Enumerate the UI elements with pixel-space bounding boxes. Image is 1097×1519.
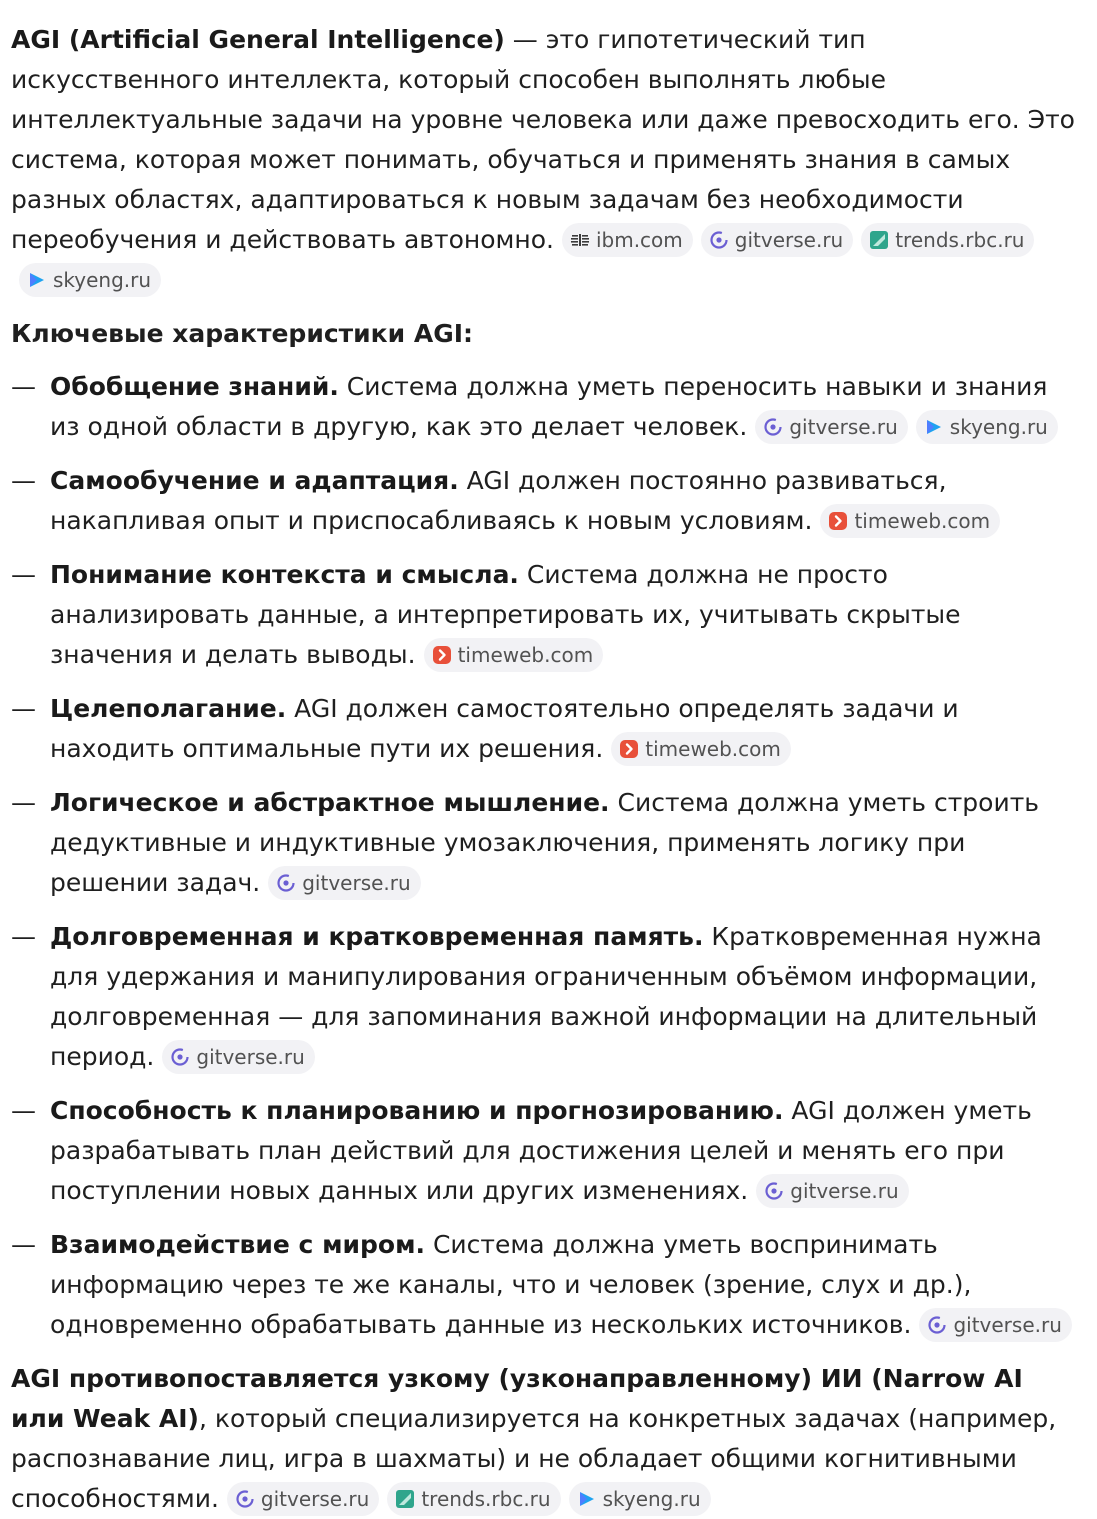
source-chip-gitverse-ru[interactable] xyxy=(701,223,853,257)
source-chip-gitverse-ru[interactable] xyxy=(268,866,420,900)
item-title: Самообучение и адаптация. xyxy=(50,466,459,495)
item-title: Взаимодействие с миром. xyxy=(50,1230,426,1259)
outro-sources xyxy=(219,1484,711,1513)
item-sources xyxy=(154,1042,314,1071)
item-title: Обобщение знаний. xyxy=(50,372,339,401)
outro-paragraph xyxy=(11,1359,1077,1519)
item-text: AGI должен уметь разрабатывать план действий для достижения целей и менять его при поступлении новых данных или других изменениях. xyxy=(50,1096,1032,1205)
list-dash: — xyxy=(11,466,36,495)
source-chip-label: gitverse.ru xyxy=(260,1487,370,1511)
source-chip-label: gitverse.ru xyxy=(734,228,844,252)
item-sources xyxy=(812,506,1000,535)
list-item xyxy=(11,1091,1077,1211)
source-chip-label: gitverse.ru xyxy=(953,1313,1062,1337)
item-text: Система должна не просто анализировать данные, а интерпретировать их, учитывать скрытые значения и делать выводы. xyxy=(50,560,961,669)
source-chip-skyeng-ru[interactable] xyxy=(916,410,1058,444)
source-chip-label: ibm.com xyxy=(595,228,683,252)
item-sources xyxy=(911,1310,1071,1339)
list-dash: — xyxy=(11,560,36,589)
item-sources xyxy=(748,1176,908,1205)
list-item xyxy=(11,689,1077,769)
item-title: Способность к планированию и прогнозированию. xyxy=(50,1096,784,1125)
outro-term: AGI противопоставляется узкому (узконаправленному) ИИ (Narrow AI или Weak AI) xyxy=(11,1364,1023,1433)
item-text: AGI должен самостоятельно определять задачи и находить оптимальные пути их решения. xyxy=(50,694,959,763)
ibm-icon xyxy=(570,230,590,250)
source-chip-label: timeweb.com xyxy=(457,643,594,667)
source-chip-label: timeweb.com xyxy=(854,509,991,533)
intro-paragraph xyxy=(11,20,1077,300)
source-chip-label: gitverse.ru xyxy=(789,415,898,439)
source-chip-label: trends.rbc.ru xyxy=(421,1487,551,1511)
source-chip-label: skyeng.ru xyxy=(602,1487,701,1511)
source-chip-label: gitverse.ru xyxy=(302,871,411,895)
source-chip-gitverse-ru[interactable] xyxy=(227,1482,379,1516)
source-chip-ibm-com[interactable] xyxy=(562,223,693,257)
skyeng-icon xyxy=(27,270,47,290)
source-chip-timeweb-com[interactable] xyxy=(424,638,604,672)
list-dash: — xyxy=(11,1230,36,1259)
list-item xyxy=(11,783,1077,903)
gitverse-icon xyxy=(170,1047,190,1067)
rbc-trends-icon xyxy=(869,230,889,250)
item-sources xyxy=(747,412,1058,441)
item-text: AGI должен постоянно развиваться, накапливая опыт и приспосабливаясь к новым условиям. xyxy=(50,466,947,535)
list-dash: — xyxy=(11,1096,36,1125)
source-chip-label: skyeng.ru xyxy=(949,415,1048,439)
list-item xyxy=(11,367,1077,447)
source-chip-skyeng-ru[interactable] xyxy=(569,1482,711,1516)
list-item xyxy=(11,555,1077,675)
item-title: Логическое и абстрактное мышление. xyxy=(50,788,610,817)
skyeng-icon xyxy=(924,417,944,437)
outro-text: , который специализируется на конкретных задачах (например, распознавание лиц, игра в шахматы) и не обладает общими когнитивными способностями. xyxy=(11,1404,1057,1513)
source-chip-gitverse-ru[interactable] xyxy=(162,1040,314,1074)
list-dash: — xyxy=(11,694,36,723)
list-dash: — xyxy=(11,788,36,817)
gitverse-icon xyxy=(763,417,783,437)
source-chip-label: skyeng.ru xyxy=(53,268,152,292)
source-chip-label: timeweb.com xyxy=(645,737,781,761)
source-chip-label: gitverse.ru xyxy=(196,1045,305,1069)
source-chip-timeweb-com[interactable] xyxy=(820,504,1000,538)
list-item xyxy=(11,917,1077,1077)
item-title: Долговременная и кратковременная память. xyxy=(50,922,704,951)
item-title: Целеполагание. xyxy=(50,694,287,723)
item-sources xyxy=(260,868,420,897)
characteristics-list xyxy=(11,367,1077,1345)
source-chip-gitverse-ru[interactable] xyxy=(756,1174,908,1208)
item-text: Кратковременная нужна для удержания и манипулирования ограниченным объёмом информации, долговременная — для запоминания важной информации на длительный период. xyxy=(50,922,1042,1071)
timeweb-icon xyxy=(619,739,639,759)
intro-term: AGI (Artificial General Intelligence) xyxy=(11,25,505,54)
item-sources xyxy=(416,640,604,669)
source-chip-label: gitverse.ru xyxy=(790,1179,899,1203)
source-chip-label: trends.rbc.ru xyxy=(895,228,1025,252)
source-chip-gitverse-ru[interactable] xyxy=(919,1308,1071,1342)
list-item xyxy=(11,461,1077,541)
source-chip-timeweb-com[interactable] xyxy=(611,732,791,766)
gitverse-icon xyxy=(709,230,729,250)
source-chip-trends-rbc-ru[interactable] xyxy=(861,223,1034,257)
intro-text: — это гипотетический тип искусственного интеллекта, который способен выполнять любые интеллектуальные задачи на уровне человека или даже превосходить его. Это система, которая может понимать, обучаться и применять знания в самых разных областях, адаптироваться к новым задачам без необходимости переобучения и действовать автономно. xyxy=(11,25,1075,254)
list-dash: — xyxy=(11,372,36,401)
rbc-trends-icon xyxy=(395,1489,415,1509)
gitverse-icon xyxy=(276,873,296,893)
item-text: Система должна уметь строить дедуктивные и индуктивные умозаключения, применять логику при решении задач. xyxy=(50,788,1040,897)
item-text: Система должна уметь воспринимать информацию через те же каналы, что и человек (зрение, слух и др.), одновременно обрабатывать данные из нескольких источников. xyxy=(50,1230,972,1339)
item-sources xyxy=(603,734,791,763)
item-text: Система должна уметь переносить навыки и знания из одной области в другую, как это делает человек. xyxy=(50,372,1048,441)
timeweb-icon xyxy=(828,511,848,531)
skyeng-icon xyxy=(577,1489,597,1509)
source-chip-trends-rbc-ru[interactable] xyxy=(387,1482,560,1516)
section-heading: Ключевые характеристики AGI: xyxy=(11,319,474,348)
list-item xyxy=(11,1225,1077,1345)
timeweb-icon xyxy=(432,645,452,665)
source-chip-gitverse-ru[interactable] xyxy=(755,410,907,444)
list-dash: — xyxy=(11,922,36,951)
gitverse-icon xyxy=(235,1489,255,1509)
gitverse-icon xyxy=(764,1181,784,1201)
source-chip-skyeng-ru[interactable] xyxy=(19,263,161,297)
item-title: Понимание контекста и смысла. xyxy=(50,560,519,589)
gitverse-icon xyxy=(927,1315,947,1335)
